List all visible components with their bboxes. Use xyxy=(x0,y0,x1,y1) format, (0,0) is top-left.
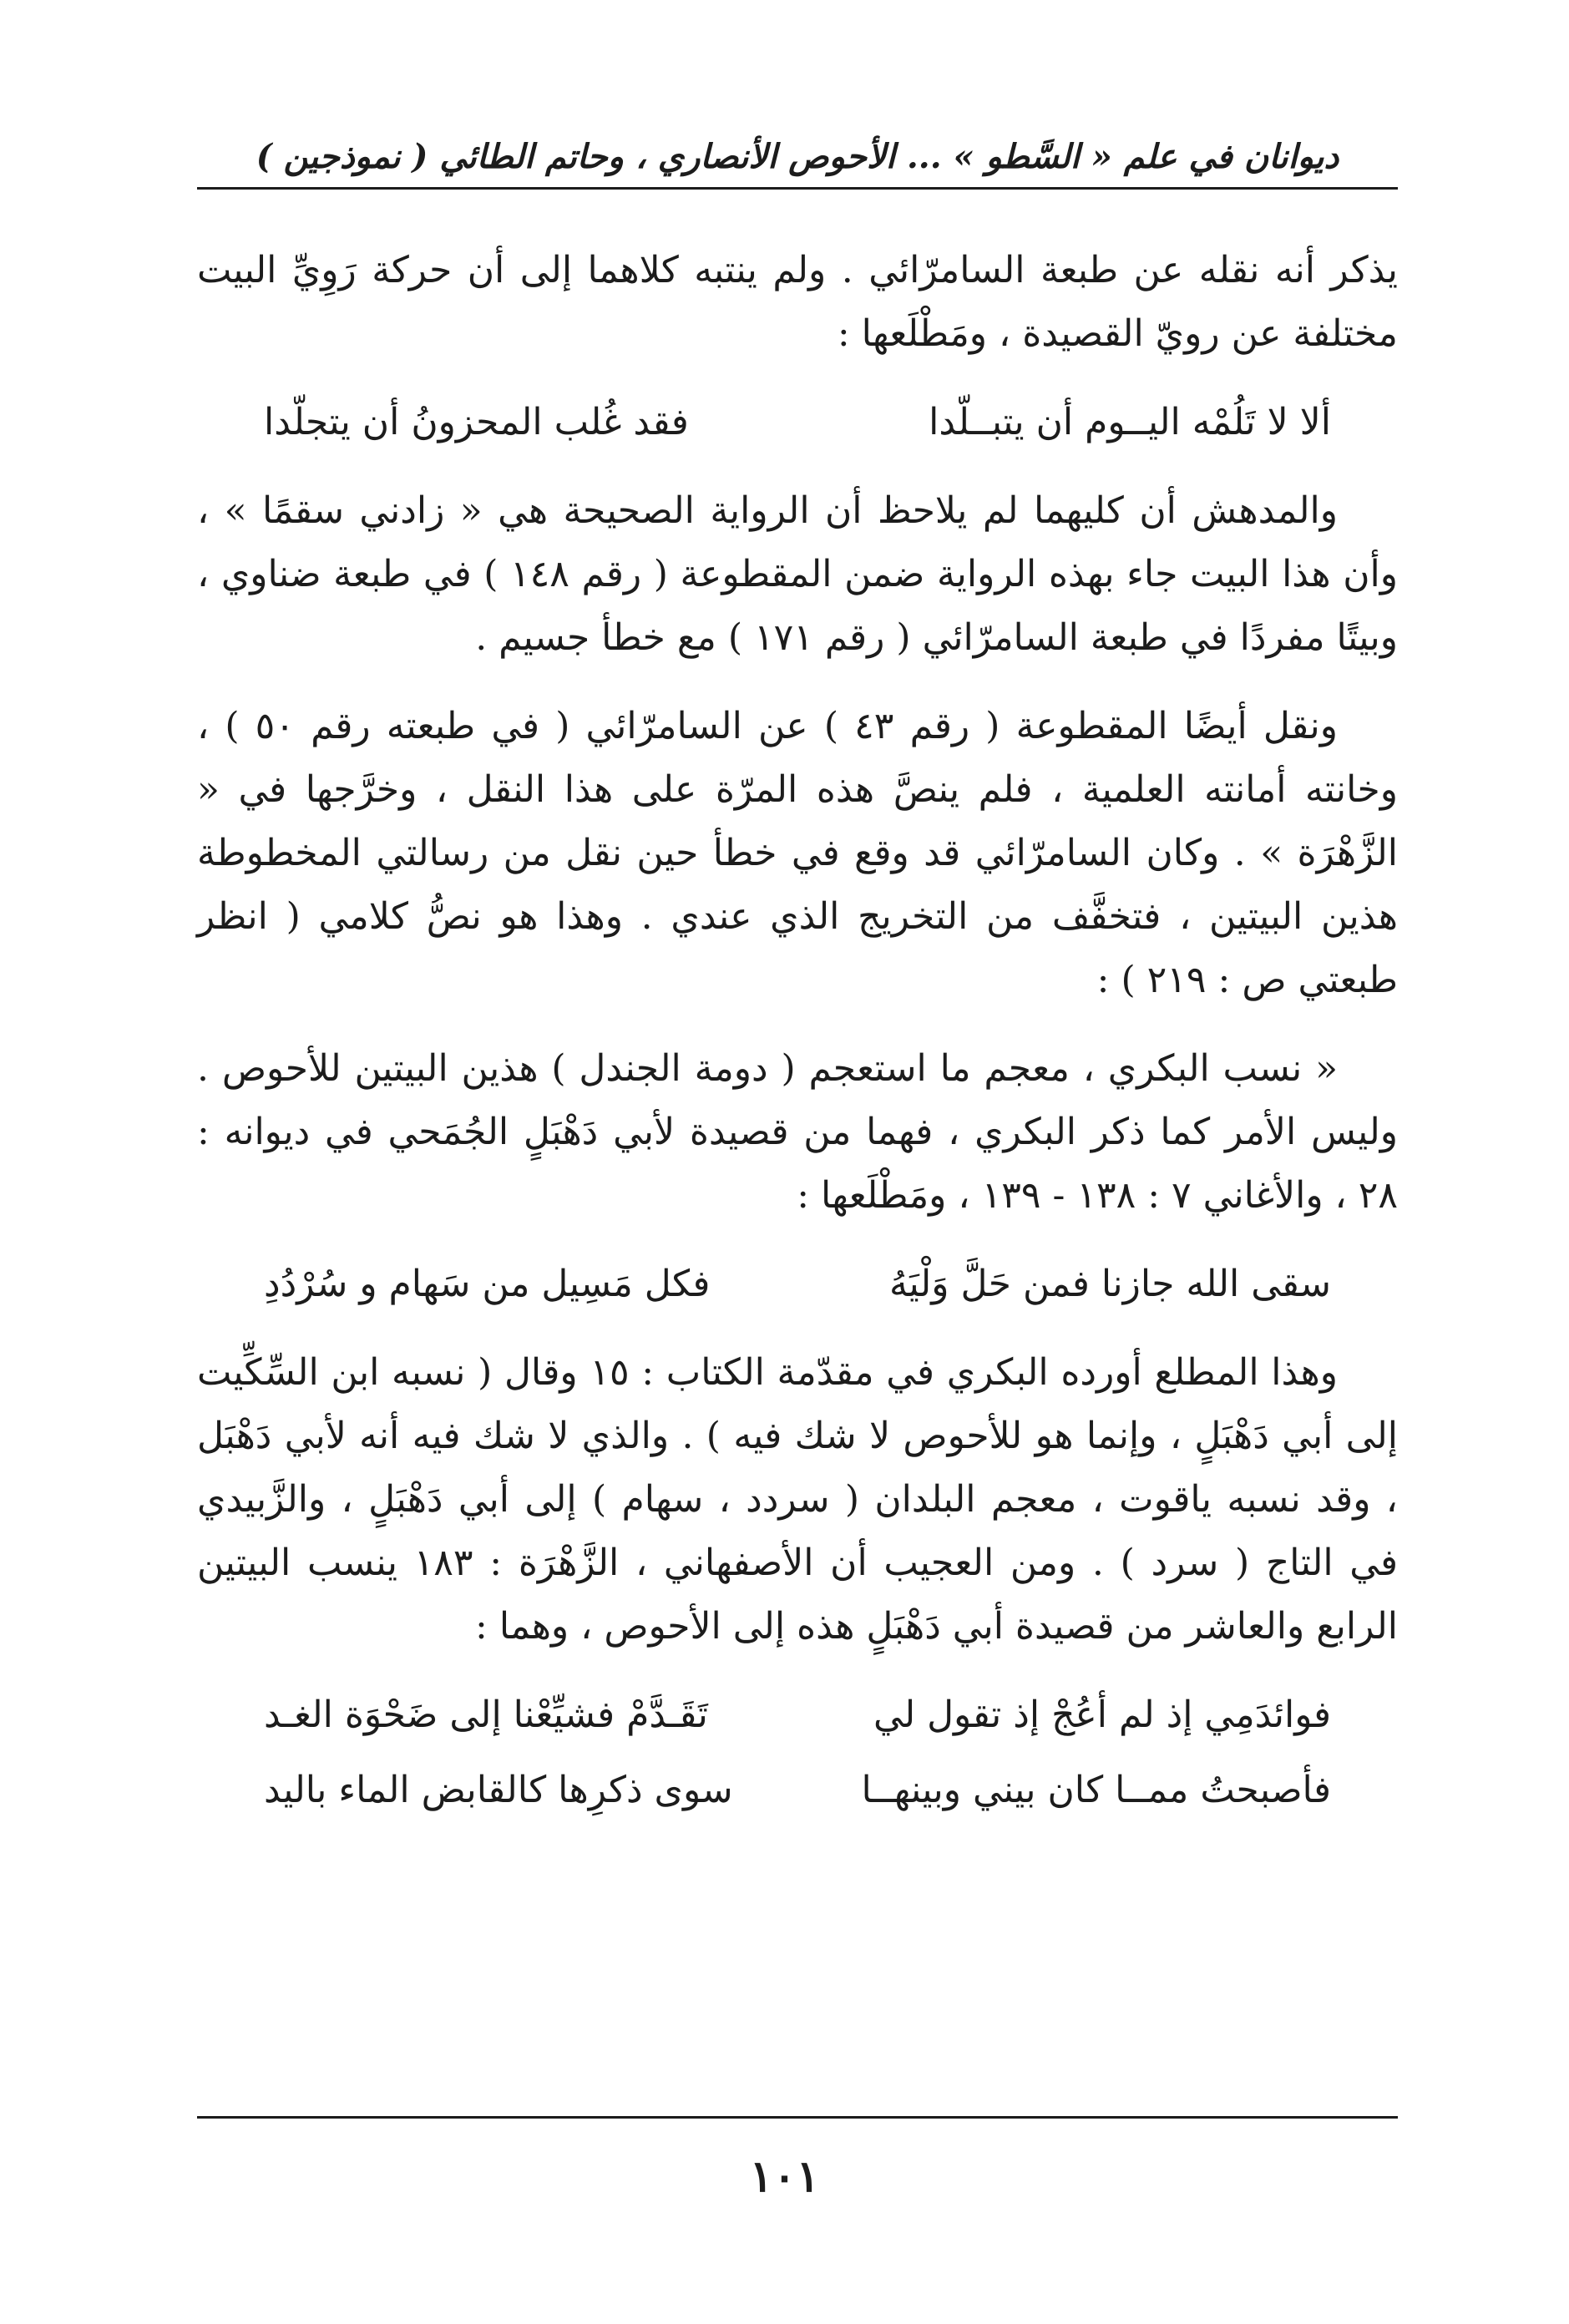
verse-second-hemistich: فكل مَسِيل من سَهام و سُرْدُدِ xyxy=(264,1263,711,1305)
running-head: ديوانان في علم « السَّطو » ... الأحوص الأنصاري ، وحاتم الطائي ( نموذجين ) xyxy=(256,137,1339,176)
verse-line xyxy=(197,1684,1398,1747)
verse-second-hemistich: فقد غُلب المحزونُ أن يتجلّدا xyxy=(264,401,689,443)
quoted-paragraph: « نسب البكري ، معجم ما استعجم ( دومة الجندل ) هذين البيتين للأحوص . وليس الأمر كما ذكر البكري ، فهما من قصيدة لأبي دَهْبَلٍ الجُمَحي في ديوانه : ٢٨ ، والأغاني ٧ : ١٣٨ - ١٣٩ ، ومَطْلَعها : xyxy=(197,1047,1398,1217)
verse-first-hemistich: ألا لا تَلُمْه اليــوم أن يتبــلّدا xyxy=(929,401,1331,443)
verse-second-hemistich: سوى ذكرِها كالقابض الماء باليد xyxy=(264,1769,733,1811)
paragraph: ونقل أيضًا المقطوعة ( رقم ٤٣ ) عن السامرّائي ( في طبعته رقم ٥٠ ) ، وخانته أمانته العلمية ، فلم ينصَّ هذه المرّة على هذا النقل ، وخرَّجها في « الزَّهْرَة » . وكان السامرّائي قد وقع في خطأ حين نقل من رسالتي المخطوطة هذين البيتين ، فتخفَّف من التخريج الذي عندي . وهذا هو نصُّ كلامي ( انظر طبعتي ص : ٢١٩ ) : xyxy=(197,705,1399,1001)
verse-line xyxy=(197,391,1398,454)
page-number: ١٠١ xyxy=(749,2151,820,2202)
verse-first-hemistich: سقى الله جازنا فمن حَلَّ وَلْيَهُ xyxy=(888,1263,1331,1305)
paragraph: يذكر أنه نقله عن طبعة السامرّائي . ولم ينتبه كلاهما إلى أن حركة رَوِيِّ البيت مختلفة عن رويّ القصيدة ، ومَطْلَعها : xyxy=(197,249,1398,355)
paragraph: والمدهش أن كليهما لم يلاحظ أن الرواية الصحيحة هي « زادني سقمًا » ، وأن هذا البيت جاء بهذه الرواية ضمن المقطوعة ( رقم ١٤٨ ) في طبعة ضناوي ، وبيتًا مفردًا في طبعة السامرّائي ( رقم ١٧١ ) مع خطأ جسيم . xyxy=(197,489,1398,659)
verse-line xyxy=(197,1759,1398,1822)
footer-rule xyxy=(197,2116,1398,2119)
verse-first-hemistich: فأصبحتُ ممــا كان بيني وبينهــا xyxy=(861,1769,1331,1811)
header-rule xyxy=(197,187,1398,190)
verse-line xyxy=(197,1253,1398,1316)
verse-first-hemistich: فوائدَمِي إذ لم أعُجْ إذ تقول لي xyxy=(873,1694,1331,1736)
paragraph: وهذا المطلع أورده البكري في مقدّمة الكتاب : ١٥ وقال ( نسبه ابن السِّكِّيت إلى أبي دَهْبَلٍ ، وإنما هو للأحوص لا شك فيه ) . والذي لا شك فيه أنه لأبي دَهْبَل ، وقد نسبه ياقوت ، معجم البلدان ( سردد ، سهام ) إلى أبي دَهْبَلٍ ، والزَّبيدي في التاج ( سرد ) . ومن العجيب أن الأصفهاني ، الزَّهْرَة : ١٨٣ ينسب البيتين الرابع والعاشر من قصيدة أبي دَهْبَلٍ هذه إلى الأحوص ، وهما : xyxy=(197,1351,1398,1648)
verse-second-hemistich: تَقَـدَّمْ فشيِّعْنا إلى ضَحْوَة الغـد xyxy=(264,1694,708,1736)
body-text xyxy=(197,239,1398,1847)
